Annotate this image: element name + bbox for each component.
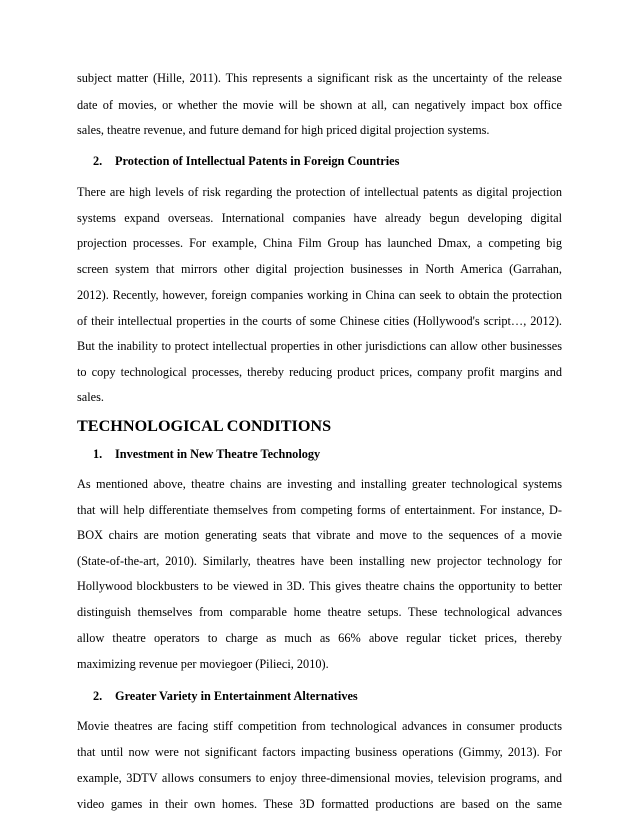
variety-line: video games in their own homes. These 3D formatted productions are based on the same xyxy=(77,797,562,811)
protection-line: of their intellectual properties in the courts of some Chinese cities (Hollywood's script…, 2012). xyxy=(77,314,562,328)
investment-line: allow theatre operators to charge as much as 66% above regular ticket prices, thereby xyxy=(77,631,562,645)
subsection-number: 2. xyxy=(93,689,103,703)
subsection-number: 2. xyxy=(93,154,103,168)
subsection-title: Protection of Intellectual Patents in Foreign Countries xyxy=(115,154,400,168)
protection-line: sales. xyxy=(77,390,104,404)
investment-line: (State-of-the-art, 2010). Similarly, theatres have been installing new projector technology for xyxy=(77,554,562,568)
variety-line: that until now were not significant factors impacting business operations (Gimmy, 2013). For xyxy=(77,745,562,759)
investment-line: BOX chairs are motion generating seats that vibrate and move to the sequences of a movie xyxy=(77,528,562,542)
subsection-title: Investment in New Theatre Technology xyxy=(115,447,321,461)
intro-line: sales, theatre revenue, and future demand for high priced digital projection systems. xyxy=(77,123,490,137)
variety-line: Movie theatres are facing stiff competition from technological advances in consumer products xyxy=(77,719,562,733)
subsection-number: 1. xyxy=(93,447,103,461)
intro-line: subject matter (Hille, 2011). This represents a significant risk as the uncertainty of the release xyxy=(77,71,562,85)
investment-line: distinguish themselves from comparable home theatre setups. These technological advances xyxy=(77,605,562,619)
subsection-title: Greater Variety in Entertainment Alternatives xyxy=(115,689,358,703)
protection-line: to copy technological processes, thereby reducing product prices, company profit margins and xyxy=(77,365,562,379)
investment-line: maximizing revenue per moviegoer (Pilieci, 2010). xyxy=(77,657,329,671)
investment-line: As mentioned above, theatre chains are investing and installing greater technological systems xyxy=(77,477,562,491)
protection-line: screen system that mirrors other digital projection businesses in North America (Garrahan, xyxy=(77,262,562,276)
variety-line: example, 3DTV allows consumers to enjoy three-dimensional movies, television programs, and xyxy=(77,771,562,785)
subsection-heading-variety xyxy=(93,688,358,704)
subsection-heading-investment xyxy=(93,446,320,462)
protection-line: projection processes. For example, China Film Group has launched Dmax, a competing big xyxy=(77,236,562,250)
section-heading-technological: TECHNOLOGICAL CONDITIONS xyxy=(77,417,332,435)
protection-line: 2012). Recently, however, foreign companies working in China can seek to obtain the protection xyxy=(77,288,562,302)
investment-line: Hollywood blockbusters to be viewed in 3D. This gives theatre chains the opportunity to better xyxy=(77,579,562,593)
investment-line: that will help differentiate themselves from competing forms of entertainment. For instance, D- xyxy=(77,503,562,517)
protection-line: But the inability to protect intellectual properties in other jurisdictions can allow other businesses xyxy=(77,339,562,353)
subsection-heading-protection xyxy=(93,153,399,169)
protection-line: There are high levels of risk regarding the protection of intellectual patents as digital projection xyxy=(77,185,562,199)
protection-line: systems expand overseas. International companies have already begun developing digital xyxy=(77,211,562,225)
intro-line: date of movies, or whether the movie will be shown at all, can negatively impact box office xyxy=(77,98,562,112)
